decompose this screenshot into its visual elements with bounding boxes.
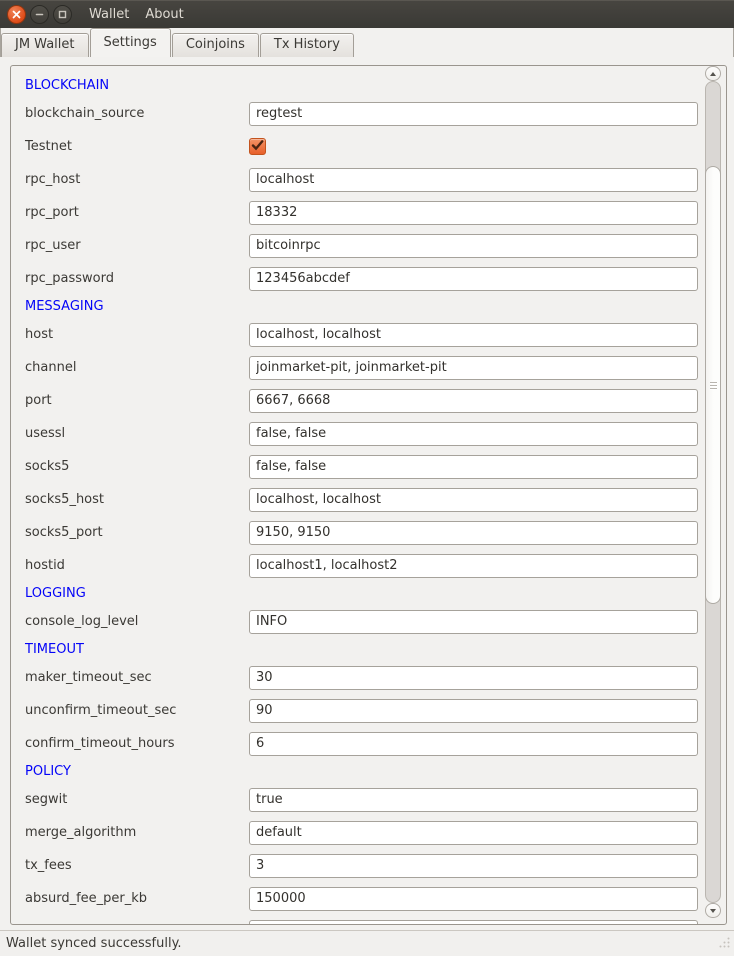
field-input-partial[interactable]	[249, 920, 698, 926]
section-header-logging: LOGGING	[25, 586, 86, 601]
status-bar	[0, 930, 734, 956]
tab-coinjoins[interactable]: Coinjoins	[172, 33, 259, 57]
settings-row-tx_fees	[11, 849, 726, 882]
field-input-rpc_password[interactable]	[249, 267, 698, 291]
field-label: blockchain_source	[25, 106, 145, 121]
scroll-up-button[interactable]	[705, 66, 721, 81]
settings-row-unconfirm_timeout_sec	[11, 694, 726, 727]
section-header-policy: POLICY	[25, 764, 71, 779]
field-input-port[interactable]	[249, 389, 698, 413]
settings-row-channel	[11, 351, 726, 384]
settings-row-socks5_port	[11, 516, 726, 549]
settings-row-console_log_level	[11, 605, 726, 638]
settings-row-rpc_password	[11, 262, 726, 295]
settings-frame	[10, 65, 727, 925]
settings-row-rpc_port	[11, 196, 726, 229]
field-input-host[interactable]	[249, 323, 698, 347]
settings-row-absurd_fee_per_kb	[11, 882, 726, 915]
field-input-hostid[interactable]	[249, 554, 698, 578]
scroll-down-button[interactable]	[705, 903, 721, 918]
settings-row-rpc_host	[11, 163, 726, 196]
scrollbar-grip-icon	[710, 380, 717, 391]
field-input-segwit[interactable]	[249, 788, 698, 812]
section-header-timeout: TIMEOUT	[25, 642, 84, 657]
maximize-icon	[58, 10, 67, 19]
field-input-console_log_level[interactable]	[249, 610, 698, 634]
field-label: unconfirm_timeout_sec	[25, 703, 177, 718]
field-input-maker_timeout_sec[interactable]	[249, 666, 698, 690]
field-label: socks5_host	[25, 492, 105, 507]
field-input-rpc_host[interactable]	[249, 168, 698, 192]
triangle-down-icon	[710, 909, 716, 913]
field-input-rpc_user[interactable]	[249, 234, 698, 258]
menu-about[interactable]: About	[145, 7, 184, 22]
field-input-socks5[interactable]	[249, 455, 698, 479]
field-input-unconfirm_timeout_sec[interactable]	[249, 699, 698, 723]
minimize-button[interactable]	[30, 5, 49, 24]
field-label: rpc_user	[25, 238, 81, 253]
settings-row-socks5_host	[11, 483, 726, 516]
settings-row-merge_algorithm	[11, 816, 726, 849]
field-label: hostid	[25, 558, 65, 573]
checkmark-icon	[251, 140, 264, 151]
field-label: rpc_host	[25, 172, 81, 187]
field-label: socks5	[25, 459, 70, 474]
field-input-confirm_timeout_hours[interactable]	[249, 732, 698, 756]
settings-rows	[11, 66, 726, 925]
settings-row-host	[11, 318, 726, 351]
titlebar	[0, 0, 734, 28]
field-input-usessl[interactable]	[249, 422, 698, 446]
field-input-socks5_host[interactable]	[249, 488, 698, 512]
field-label: confirm_timeout_hours	[25, 736, 175, 751]
settings-row-segwit	[11, 783, 726, 816]
field-input-blockchain_source[interactable]	[249, 102, 698, 126]
close-button[interactable]	[7, 5, 26, 24]
menubar	[81, 1, 192, 28]
field-label: port	[25, 393, 52, 408]
settings-row-maker_timeout_sec	[11, 661, 726, 694]
settings-pane	[0, 57, 734, 930]
scrollbar-thumb[interactable]	[705, 166, 721, 604]
field-label: rpc_port	[25, 205, 79, 220]
field-input-rpc_port[interactable]	[249, 201, 698, 225]
settings-row-confirm_timeout_hours	[11, 727, 726, 760]
minimize-icon	[35, 10, 44, 19]
maximize-button[interactable]	[53, 5, 72, 24]
field-label: console_log_level	[25, 614, 139, 629]
close-icon	[12, 10, 21, 19]
field-input-socks5_port[interactable]	[249, 521, 698, 545]
field-input-channel[interactable]	[249, 356, 698, 380]
settings-row-socks5	[11, 450, 726, 483]
checkbox-testnet[interactable]	[249, 138, 266, 155]
triangle-up-icon	[710, 72, 716, 76]
section-header-blockchain: BLOCKCHAIN	[25, 78, 110, 93]
settings-row-Testnet	[11, 130, 726, 163]
settings-row-hostid	[11, 549, 726, 582]
window-controls	[7, 5, 72, 24]
field-label: host	[25, 327, 54, 342]
tab-bar	[0, 28, 734, 57]
settings-row-blockchain_source	[11, 97, 726, 130]
field-label: segwit	[25, 792, 68, 807]
field-label: Testnet	[25, 139, 72, 154]
field-input-merge_algorithm[interactable]	[249, 821, 698, 845]
status-message: Wallet synced successfully.	[6, 936, 182, 951]
tab-tx-history[interactable]: Tx History	[260, 33, 354, 57]
field-label: merge_algorithm	[25, 825, 137, 840]
settings-row-usessl	[11, 417, 726, 450]
scrollbar-track[interactable]	[705, 81, 721, 903]
vertical-scrollbar[interactable]	[705, 66, 721, 918]
field-label: socks5_port	[25, 525, 103, 540]
resize-grip[interactable]	[718, 936, 731, 953]
menu-wallet[interactable]: Wallet	[89, 7, 130, 22]
field-label: tx_fees	[25, 858, 72, 873]
tab-jm-wallet[interactable]: JM Wallet	[1, 33, 89, 57]
field-label: rpc_password	[25, 271, 114, 286]
field-label: maker_timeout_sec	[25, 670, 152, 685]
field-input-tx_fees[interactable]	[249, 854, 698, 878]
tab-settings[interactable]: Settings	[90, 28, 171, 57]
field-label: channel	[25, 360, 77, 375]
settings-row-rpc_user	[11, 229, 726, 262]
field-label: usessl	[25, 426, 66, 441]
section-header-messaging: MESSAGING	[25, 299, 104, 314]
field-input-absurd_fee_per_kb[interactable]	[249, 887, 698, 911]
settings-row-partial	[11, 915, 726, 925]
field-label: absurd_fee_per_kb	[25, 891, 148, 906]
settings-row-port	[11, 384, 726, 417]
